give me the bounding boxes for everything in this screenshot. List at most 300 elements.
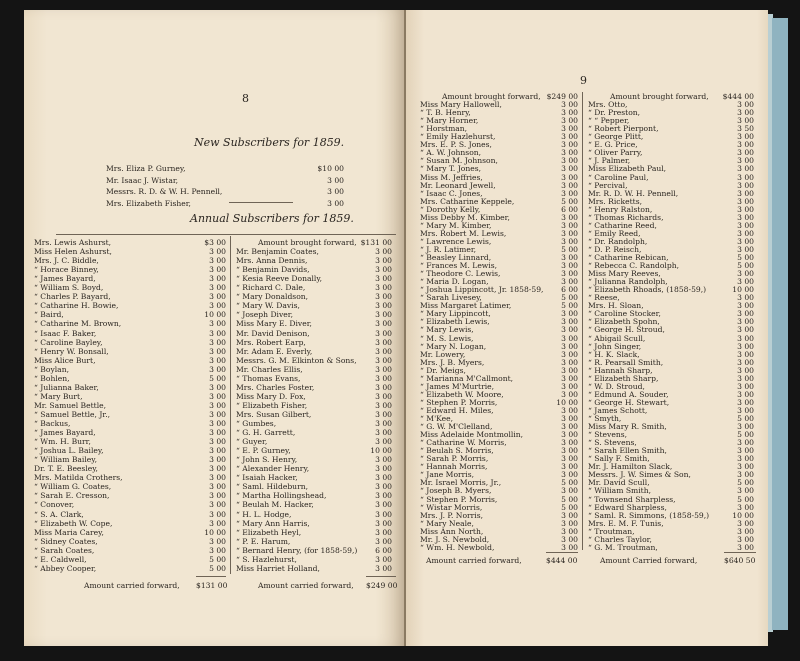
subscriber-amount: 3 00	[737, 542, 754, 552]
subscriber-name: “ “ Pepper,	[588, 116, 630, 126]
subscriber-name: Mrs. Anna Dennis,	[236, 256, 308, 266]
subscriber-name: Miss M. Jeffries,	[420, 172, 483, 182]
sum-rule	[724, 552, 756, 553]
subscriber-name: “ Benjamin Davids,	[236, 265, 310, 275]
subscriber-amount: 3 00	[209, 446, 226, 456]
subscriber-name: “ Edward Sharpless,	[588, 502, 667, 512]
subscriber-name: “ George H. Stroud,	[588, 325, 665, 335]
subscriber-amount: 3 00	[737, 486, 754, 496]
subscriber-name: Mr. J. S. Newbold,	[420, 534, 490, 544]
subscriber-amount: 3 00	[375, 256, 392, 266]
subscriber-amount: 3 00	[737, 534, 754, 544]
subscriber-name: Mrs. Otto,	[588, 100, 628, 110]
subscriber-amount: 10 00	[370, 446, 392, 456]
subscriber-name: “ Mary Burt,	[34, 391, 83, 401]
subscriber-amount: 3 00	[209, 319, 226, 329]
subscriber-name: “ Catharine Rebican,	[588, 253, 669, 262]
subscriber-name: “ Stevens,	[588, 430, 628, 440]
subscriber-name: Mr. Isaac J. Wistar,	[106, 175, 179, 185]
subscriber-amount: 3 00	[209, 355, 226, 365]
subscriber-amount: 3 00	[209, 509, 226, 519]
subscriber-name: “ Mary Lewis,	[420, 325, 474, 335]
cover-binding	[772, 18, 788, 630]
subscriber-name: “ Frances M. Lewis,	[420, 261, 498, 271]
subscriber-amount: 3 00	[737, 422, 754, 432]
subscriber-name: “ M. S. Lewis,	[420, 333, 474, 343]
subscriber-name: Miss Mary D. Fox,	[236, 391, 306, 401]
subscriber-name: “ H. L. Hodge,	[236, 509, 292, 519]
subscriber-name: “ Horace Binney,	[34, 265, 99, 275]
subscriber-name: “ John S. Henry,	[236, 455, 298, 465]
subscriber-amount: 3 00	[209, 292, 226, 302]
subscriber-amount: 3 00	[737, 365, 754, 375]
subscriber-amount: 3 00	[209, 400, 226, 410]
subscriber-amount: 3 00	[375, 554, 392, 564]
carried-forward-amount: $444 00	[546, 556, 578, 565]
sum-rule	[196, 576, 226, 577]
subscriber-amount: 3 00	[561, 430, 578, 440]
subscriber-amount: 3 00	[561, 188, 578, 198]
subscriber-amount: 3 00	[375, 509, 392, 519]
subscriber-amount: 10 00	[204, 527, 226, 537]
subscriber-amount: 3 00	[737, 100, 754, 110]
carried-forward-label: Amount Carried forward,	[600, 556, 698, 565]
subscriber-amount: 3 00	[209, 256, 226, 266]
subscriber-name: “ Townsend Sharpless,	[588, 494, 676, 504]
subscriber-name: “ Hannah Morris,	[420, 462, 488, 472]
subscriber-name: “ Caroline Stocker,	[588, 309, 661, 319]
subscriber-amount: 3 00	[737, 470, 754, 480]
subscriber-name: Miss Elizabeth Paul,	[588, 164, 667, 174]
subscriber-amount: 3 00	[327, 187, 344, 196]
subscriber-amount: 3 00	[375, 265, 392, 275]
subscriber-amount: 3 00	[375, 274, 392, 284]
subscriber-name: “ Elizabeth Spohn,	[588, 317, 660, 327]
carried-forward-amount: $131 00	[196, 581, 228, 590]
subscriber-amount: 3 00	[737, 502, 754, 512]
subscriber-name: “ Stephen P. Morris,	[420, 397, 498, 407]
subscriber-name: Mrs. Eliza P. Gurney,	[106, 164, 186, 173]
subscriber-name: “ Joseph B. Myers,	[420, 486, 492, 496]
subscriber-amount: 3 00	[737, 228, 754, 238]
subscriber-name: Messrs. R. D. & W. H. Pennell,	[106, 187, 223, 196]
brought-forward-label: Amount brought forward,	[258, 238, 357, 247]
subscriber-amount: 5 00	[561, 502, 578, 512]
subscriber-name: Mr. Charles Ellis,	[236, 364, 303, 374]
subscriber-name: “ John Singer,	[588, 341, 642, 351]
subscriber-amount: 3 00	[737, 244, 754, 254]
subscriber-amount: 3 00	[561, 486, 578, 496]
subscriber-amount: 3 00	[561, 333, 578, 343]
subscriber-amount: 3 00	[561, 349, 578, 359]
subscriber-amount: 3 00	[561, 180, 578, 190]
subscriber-name: “ Boylan,	[34, 364, 69, 374]
subscriber-amount: 3 00	[737, 518, 754, 528]
subscriber-name: Mr. Leonard Jewell,	[420, 180, 496, 190]
subscriber-amount: 3 00	[561, 132, 578, 142]
subscriber-amount: 3 00	[561, 309, 578, 319]
subscriber-name: “ James Schott,	[588, 405, 648, 415]
subscriber-name: “ Henry W. Bonsall,	[34, 346, 109, 356]
subscriber-name: Mrs. Ricketts,	[588, 196, 643, 206]
subscriber-amount: 3 00	[737, 373, 754, 383]
subscriber-name: Mrs. Charles Foster,	[236, 382, 315, 392]
subscriber-name: “ J. Palmer,	[588, 156, 631, 166]
subscriber-amount: 3 00	[737, 438, 754, 448]
subscriber-name: “ James Bayard,	[34, 428, 96, 438]
subscriber-name: “ Jane Morris,	[420, 470, 475, 480]
subscriber-name: Mr. David Scull,	[588, 478, 650, 488]
subscriber-name: Miss Debby M. Kimber,	[420, 212, 510, 222]
subscriber-amount: 3 00	[737, 462, 754, 472]
subscriber-amount: 3 00	[561, 277, 578, 287]
subscriber-amount: 3 00	[561, 454, 578, 464]
subscriber-amount: 3 00	[561, 317, 578, 327]
subscriber-amount: 3 00	[737, 397, 754, 407]
subscriber-amount: 3 00	[375, 373, 392, 383]
subscriber-name: “ Wm. H. Burr,	[34, 437, 91, 447]
subscriber-amount: 3 00	[375, 419, 392, 428]
subscriber-amount: 3 00	[737, 333, 754, 343]
subscriber-amount: 3 00	[737, 212, 754, 222]
subscriber-name: “ G. W. M'Clelland,	[420, 422, 493, 432]
subscriber-amount: 3 00	[375, 247, 392, 257]
subscriber-amount: 3 00	[209, 500, 226, 510]
subscriber-name: Miss Adelaide Montmollin,	[420, 430, 524, 440]
subscriber-amount: 3 00	[737, 188, 754, 198]
subscriber-amount: 3 00	[375, 518, 392, 528]
subscriber-amount: 3 00	[737, 172, 754, 182]
subscriber-name: Miss Alice Burt,	[34, 355, 96, 365]
subscriber-amount: 3 00	[209, 247, 226, 257]
subscriber-name: “ Joseph Diver,	[236, 310, 293, 320]
subscriber-amount: 3 00	[375, 400, 392, 410]
subscriber-amount: 3 00	[737, 277, 754, 287]
subscriber-name: Miss Mary Reeves,	[588, 269, 661, 279]
subscriber-amount: 3 00	[561, 518, 578, 528]
section-rule	[229, 202, 293, 203]
subscriber-amount: 3 00	[561, 172, 578, 182]
subscriber-name: “ S. Hazlehurst,	[236, 554, 297, 564]
subscriber-name: “ Mary N. Logan,	[420, 341, 487, 351]
subscriber-name: “ Samuel Bettle, Jr.,	[34, 409, 111, 419]
subscriber-name: Mrs. Robert M. Lewis,	[420, 228, 507, 238]
subscriber-name: “ Horstman,	[420, 124, 468, 134]
subscriber-amount: 3 00	[561, 534, 578, 544]
subscriber-amount: 3 00	[737, 140, 754, 150]
subscriber-name: “ Elizabeth Sharp,	[588, 373, 659, 383]
subscriber-name: “ Mary Horner,	[420, 116, 479, 126]
subscriber-name: “ Richard C. Dale,	[236, 283, 306, 293]
subscriber-amount: 3 00	[561, 341, 578, 351]
subscriber-amount: $10 00	[317, 164, 344, 173]
subscriber-amount: 3 00	[561, 462, 578, 472]
subscriber-name: “ Beasley Linnard,	[420, 253, 492, 262]
subscriber-name: “ Reese,	[588, 293, 620, 303]
subscriber-amount: 3 00	[561, 381, 578, 391]
subscriber-amount: 3 00	[209, 274, 226, 284]
subscriber-name: “ Rebecca C. Randolph,	[588, 261, 680, 271]
subscriber-name: “ Thomas Richards,	[588, 212, 664, 222]
subscriber-name: “ E. P. Gurney,	[236, 446, 291, 456]
subscriber-amount: 3 00	[375, 464, 392, 474]
subscriber-amount: 3 00	[561, 100, 578, 110]
subscriber-name: “ Catharine M. Brown,	[34, 319, 122, 329]
brought-forward-label: Amount brought forward,	[442, 92, 541, 101]
subscriber-name: “ Catharine H. Bowie,	[34, 301, 119, 311]
subscriber-amount: 3 00	[561, 164, 578, 174]
subscriber-amount: 3 00	[209, 301, 226, 311]
subscriber-name: “ William Smith,	[588, 486, 652, 496]
subscriber-amount: 3 00	[737, 405, 754, 415]
subscriber-amount: 3 00	[327, 198, 344, 208]
subscriber-amount: 6 00	[561, 285, 578, 295]
subscriber-amount: 3 00	[209, 455, 226, 465]
subscriber-name: “ Mary M. Kimber,	[420, 220, 492, 230]
subscriber-name: “ S. A. Clark,	[34, 509, 84, 519]
subscriber-amount: 3 00	[561, 510, 578, 520]
subscriber-amount: 5 00	[737, 414, 754, 423]
subscriber-name: “ Dr. Preston,	[588, 108, 641, 118]
subscriber-name: “ Conover,	[34, 500, 75, 510]
subscriber-amount: 3 00	[561, 156, 578, 166]
brought-forward-amount: $444 00	[722, 92, 754, 101]
subscriber-name: “ Charles P. Bayard,	[34, 292, 111, 302]
subscriber-name: “ Gumbes,	[236, 419, 277, 428]
subscriber-amount: 3 00	[561, 108, 578, 118]
subscriber-amount: 3 00	[375, 355, 392, 365]
subscriber-amount: 3 00	[737, 196, 754, 206]
sum-rule	[546, 552, 578, 553]
subscriber-amount: 3 00	[375, 310, 392, 320]
subscriber-amount: 3 00	[737, 132, 754, 142]
subscriber-name: “ Isaiah Hacker,	[236, 473, 298, 483]
subscriber-amount: 3 00	[561, 124, 578, 134]
new-subscribers-heading: New Subscribers for 1859.	[194, 136, 345, 149]
subscriber-name: “ Sally F. Smith,	[588, 454, 650, 464]
annual-subscribers-heading: Annual Subscribers for 1859.	[190, 212, 354, 225]
subscriber-name: “ Abbey Cooper,	[34, 563, 97, 573]
subscriber-amount: 3 00	[375, 491, 392, 501]
subscriber-amount: 3 00	[209, 346, 226, 356]
subscriber-name: “ Dorothy Kelly,	[420, 204, 481, 214]
subscriber-name: “ Emily Hazlehurst,	[420, 132, 496, 142]
subscriber-name: “ R. Pearsall Smith,	[588, 357, 664, 367]
subscriber-amount: 3 00	[375, 500, 392, 510]
subscriber-name: Miss Ann North,	[420, 526, 484, 536]
subscriber-name: Mrs. J. P. Norris,	[420, 510, 484, 520]
subscriber-amount: 3 00	[737, 164, 754, 174]
subscriber-name: “ S. Stevens,	[588, 438, 637, 448]
subscriber-amount: 5 00	[737, 478, 754, 488]
subscriber-amount: 3 00	[737, 108, 754, 118]
subscriber-amount: 5 00	[561, 301, 578, 311]
subscriber-name: “ Robert Pierpont,	[588, 124, 659, 134]
subscriber-amount: 3 00	[561, 325, 578, 335]
subscriber-name: “ Elizabeth Fisher,	[236, 400, 308, 410]
subscriber-name: “ William G. Coates,	[34, 482, 112, 492]
subscriber-amount: 3 00	[209, 536, 226, 546]
carried-forward-label: Amount carried forward,	[426, 556, 522, 565]
subscriber-name: “ Sarah Ellen Smith,	[588, 446, 667, 456]
subscriber-name: “ Beulah M. Hacker,	[236, 500, 314, 510]
subscriber-amount: 10 00	[732, 285, 754, 295]
subscriber-name: Miss Mary E. Diver,	[236, 319, 312, 329]
subscriber-amount: 10 00	[204, 310, 226, 320]
subscriber-amount: 3 00	[375, 364, 392, 374]
subscriber-name: “ Mary Lippincott,	[420, 309, 491, 319]
subscriber-name: “ Troutman,	[588, 526, 635, 536]
subscriber-name: Messrs. G. M. Elkinton & Sons,	[236, 355, 357, 365]
subscriber-name: “ Julianna Baker,	[34, 382, 99, 392]
subscriber-amount: 3 00	[375, 301, 392, 311]
subscriber-amount: 3 00	[737, 526, 754, 536]
carried-forward-amount: $640 50	[724, 556, 756, 565]
subscriber-name: “ Isaac C. Jones,	[420, 188, 483, 198]
subscriber-name: “ T. B. Henry,	[420, 108, 471, 118]
subscriber-name: “ Smyth,	[588, 414, 622, 423]
subscriber-amount: 3 00	[327, 175, 344, 185]
subscriber-name: “ M'Kee,	[420, 414, 454, 423]
subscriber-name: “ Susan M. Johnson,	[420, 156, 498, 166]
subscriber-name: “ Isaac F. Baker,	[34, 328, 97, 338]
subscriber-name: “ G. M. Troutman,	[588, 542, 658, 552]
subscriber-amount: 3 00	[209, 328, 226, 338]
subscriber-amount: 3 00	[737, 341, 754, 351]
subscriber-name: Mrs. Matilda Crothers,	[34, 473, 123, 483]
subscriber-name: Mr. Lowery,	[420, 349, 466, 359]
subscriber-name: “ Sidney Coates,	[34, 536, 98, 546]
subscriber-amount: 5 00	[737, 253, 754, 262]
subscriber-name: “ William S. Boyd,	[34, 283, 104, 293]
subscriber-name: Miss Maria Carey,	[34, 527, 104, 537]
subscriber-amount: $3 00	[204, 238, 226, 247]
subscriber-name: “ Mary Neale,	[420, 518, 474, 528]
subscriber-amount: 5 00	[737, 261, 754, 271]
subscriber-amount: 3 00	[561, 365, 578, 375]
subscriber-name: “ Saml. Hildeburn,	[236, 482, 309, 492]
subscriber-name: “ Percival,	[588, 180, 628, 190]
subscriber-amount: 3 00	[209, 473, 226, 483]
subscriber-name: Miss Mary Hallowell,	[420, 100, 502, 110]
column-divider	[582, 92, 583, 550]
subscriber-amount: 3 00	[561, 357, 578, 367]
subscriber-amount: 3 00	[737, 156, 754, 166]
subscriber-amount: 3 00	[561, 269, 578, 279]
subscriber-name: “ D. P. Reisch,	[588, 244, 642, 254]
subscriber-amount: 3 00	[737, 269, 754, 279]
subscriber-name: “ Joshua Lippincott, Jr. 1858-59,	[420, 285, 544, 295]
subscriber-amount: 10 00	[732, 510, 754, 520]
subscriber-name: “ Elizabeth W. Moore,	[420, 389, 504, 399]
subscriber-name: “ Elizabeth Rhoads, (1858-59,)	[588, 285, 707, 295]
subscriber-name: “ Caroline Bayley,	[34, 337, 103, 347]
subscriber-amount: 3 00	[737, 317, 754, 327]
subscriber-amount: 5 00	[209, 554, 226, 564]
subscriber-name: “ Dr. Meigs,	[420, 365, 466, 375]
subscriber-amount: 3 00	[737, 389, 754, 399]
subscriber-amount: 3 00	[375, 482, 392, 492]
subscriber-amount: 3 00	[375, 292, 392, 302]
subscriber-name: “ Wm. H. Newbold,	[420, 542, 495, 552]
subscriber-name: Mr. Adam E. Everly,	[236, 346, 313, 356]
subscriber-amount: 5 00	[561, 196, 578, 206]
subscriber-name: “ Stephen P. Morris,	[420, 494, 498, 504]
subscriber-amount: 5 00	[209, 563, 226, 573]
subscriber-amount: 3 00	[561, 526, 578, 536]
subscriber-amount: 3 00	[737, 180, 754, 190]
subscriber-name: “ George H. Stewart,	[588, 397, 670, 407]
subscriber-name: “ Charles Taylor,	[588, 534, 652, 544]
subscriber-name: “ Mary T. Jones,	[420, 164, 482, 174]
subscriber-amount: 3 00	[561, 542, 578, 552]
subscriber-amount: 3 00	[737, 446, 754, 456]
subscriber-amount: 3 00	[209, 518, 226, 528]
subscriber-amount: 3 00	[209, 482, 226, 492]
subscriber-name: “ Edward H. Miles,	[420, 405, 494, 415]
subscriber-amount: 3 00	[209, 491, 226, 501]
subscriber-amount: 3 00	[561, 236, 578, 246]
subscriber-name: “ Marianna M'Callmont,	[420, 373, 514, 383]
subscriber-name: “ H. K. Slack,	[588, 349, 640, 359]
subscriber-amount: 3 00	[737, 236, 754, 246]
subscriber-name: “ Abigail Scull,	[588, 333, 646, 343]
subscriber-name: “ Saml. R. Simmons, (1858-59,)	[588, 510, 710, 520]
right-page	[406, 10, 768, 646]
subscriber-name: Mr. Israel Morris, Jr.,	[420, 478, 502, 488]
subscriber-name: “ Mary Donaldson,	[236, 292, 309, 302]
subscriber-name: “ Bernard Henry, (for 1858-59,)	[236, 545, 358, 555]
subscriber-name: “ Caroline Paul,	[588, 172, 649, 182]
subscriber-name: Mrs. E. P. S. Jones,	[420, 140, 492, 150]
subscriber-amount: 3 00	[561, 373, 578, 383]
subscriber-name: Mrs. H. Sloan,	[588, 301, 644, 311]
carried-forward-label: Amount carried forward,	[84, 581, 180, 590]
subscriber-name: “ Mary W. Davis,	[236, 301, 300, 311]
subscriber-name: Mr. David Denison,	[236, 328, 310, 338]
subscriber-amount: 3 00	[375, 437, 392, 447]
subscriber-name: “ Sarah E. Cresson,	[34, 491, 110, 501]
subscriber-name: Mrs. Elizabeth Fisher,	[106, 198, 191, 208]
subscriber-name: “ Kesia Reeve Donally,	[236, 274, 323, 284]
subscriber-name: Dr. T. E. Beesley,	[34, 464, 98, 474]
page-number: 8	[242, 92, 249, 105]
sum-rule	[366, 576, 396, 577]
subscriber-amount: 3 00	[737, 349, 754, 359]
subscriber-amount: 3 00	[209, 364, 226, 374]
subscriber-amount: 3 00	[375, 473, 392, 483]
carried-forward-label: Amount carried forward,	[258, 581, 354, 590]
subscriber-name: Mrs. J. C. Biddle,	[34, 256, 99, 266]
subscriber-amount: 3 00	[561, 148, 578, 158]
subscriber-name: “ Martha Hollingshead,	[236, 491, 327, 501]
subscriber-amount: 3 00	[561, 253, 578, 262]
subscriber-name: Mr. Samuel Bettle,	[34, 400, 107, 410]
subscriber-amount: 3 00	[375, 527, 392, 537]
subscriber-amount: 3 00	[737, 204, 754, 214]
subscriber-amount: 3 00	[209, 283, 226, 293]
subscriber-name: “ Beulah S. Morris,	[420, 446, 494, 456]
subscriber-name: “ Lawrence Lewis,	[420, 236, 492, 246]
subscriber-name: “ J. R. Latimer,	[420, 244, 477, 254]
subscriber-name: “ William Bailey,	[34, 455, 97, 465]
subscriber-name: “ Oliver Parry,	[588, 148, 643, 158]
subscriber-amount: 5 00	[561, 293, 578, 303]
subscriber-amount: 3 00	[561, 220, 578, 230]
subscriber-name: “ Edmund A. Souder,	[588, 389, 669, 399]
left-page	[24, 10, 406, 646]
subscriber-name: Mr. R. D. W. H. Pennell,	[588, 188, 679, 198]
